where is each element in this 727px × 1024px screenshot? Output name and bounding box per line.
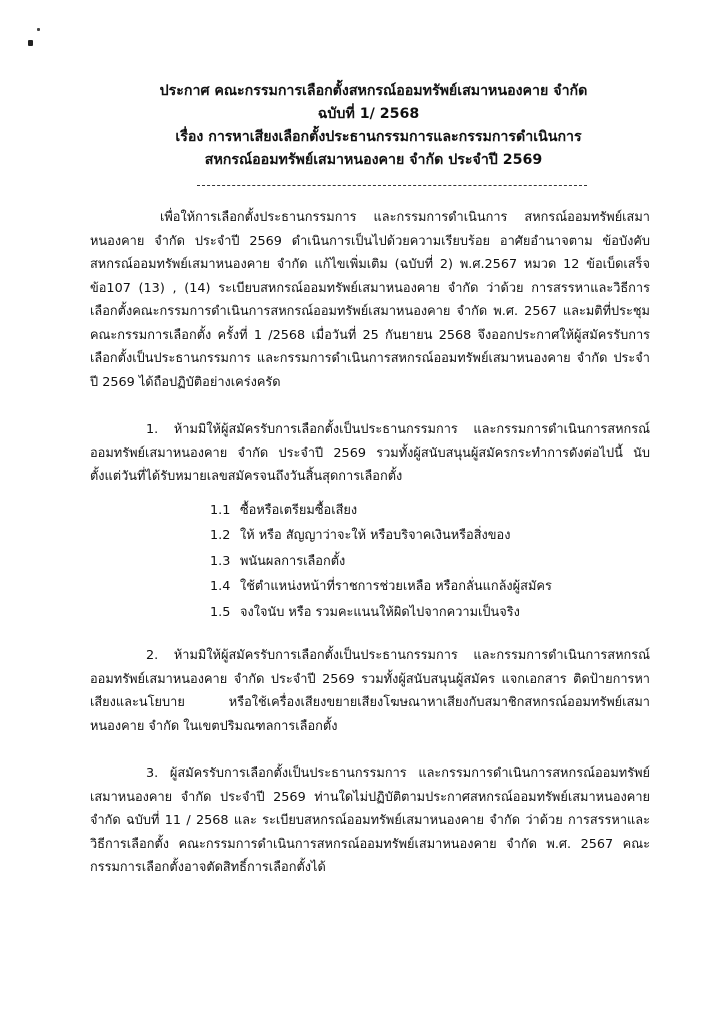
list-item: 1.1 ซื้อหรือเตรียมซื้อเสียง xyxy=(210,502,358,518)
announcement-subject: เรื่อง การหาเสียงเลือกตั้งประธานกรรมการและกรรมการดำเนินการ xyxy=(175,129,582,145)
announcement-header xyxy=(0,80,727,172)
list-item: 1.2 ให้ หรือ สัญญาว่าจะให้ หรือบริจาคเงินหรือสิ่งของ xyxy=(210,528,511,543)
announcement-title: ประกาศ คณะกรรมการเลือกตั้งสหกรณ์ออมทรัพย์เสมาหนองคาย จำกัด xyxy=(159,83,588,99)
item-2-paragraph xyxy=(90,644,650,738)
list-item: 1.3 พนันผลการเลือกตั้ง xyxy=(210,553,346,569)
announcement-body xyxy=(90,206,650,904)
item-1-text: 1. ห้ามมิให้ผู้สมัครรับการเลือกตั้งเป็นประธานกรรมการ และกรรมการดำเนินการสหกรณ์ออมทรัพย์เสมาหนองคาย จำกัด ประจำปี 2569 รวมทั้งผู้สนับสนุนผู้สมัครกระทำการดังต่อไปนี้ นับตั้งแต่วันที่ได้รับหมายเลขสมัครจนถึงวันสิ้นสุดการเลือกตั้ง xyxy=(90,422,650,484)
item-3-text: 3. ผู้สมัครรับการเลือกตั้งเป็นประธานกรรมการ และกรรมการดำเนินการสหกรณ์ออมทรัพย์เสมาหนองคาย จำกัด ประจำปี 2569 ท่านใดไม่ปฏิบัติตามประกาศสหกรณ์ออมทรัพย์เสมาหนองคาย จำกัด ฉบับที่ 11 / 2568 และ ระเบียบสหกรณ์ออมทรัพย์เสมาหนองคาย จำกัด ว่าด้วย การสรรหาและวิธีการเลือกตั้ง คณะกรรมการดำเนินการสหกรณ์ออมทรัพย์เสมาหนองคาย จำกัด พ.ศ. 2567 คณะกรรมการเลือกตั้งอาจตัดสิทธิ์การเลือกตั้งได้ xyxy=(90,766,650,875)
dashed-separator xyxy=(197,185,587,186)
intro-paragraph xyxy=(90,206,650,394)
scan-mark xyxy=(28,28,40,48)
item-2-text: 2. ห้ามมิให้ผู้สมัครรับการเลือกตั้งเป็นประธานกรรมการ และกรรมการดำเนินการสหกรณ์ออมทรัพย์เสมาหนองคาย จำกัด ประจำปี 2569 รวมทั้งผู้สนับสนุนผู้สมัคร แจกเอกสาร ติดป้ายการหาเสียงและนโยบาย หรือใช้เครื่องเสียงขยายเสียงโฆษณาหาเสียงกับสมาชิกสหกรณ์ออมทรัพย์เสมาหนองคาย จำกัด ในเขตปริมณฑลการเลือกตั้ง xyxy=(90,648,650,734)
item-1-paragraph xyxy=(90,418,650,489)
item-3-paragraph xyxy=(90,762,650,880)
intro-text: เพื่อให้การเลือกตั้งประธานกรรมการ และกรรมการดำเนินการ สหกรณ์ออมทรัพย์เสมาหนองคาย จำกัด ประจำปี 2569 ดำเนินการเป็นไปด้วยความเรียบร้อย อาศัยอำนาจตาม ข้อบังคับสหกรณ์ออมทรัพย์เสมาหนองคาย จำกัด แก้ไขเพิ่มเติม (ฉบับที่ 2) พ.ศ.2567 หมวด 12 ข้อเบ็ดเสร็จ ข้อ107 (13) , (14) ระเบียบสหกรณ์ออมทรัพย์เสมาหนองคาย จำกัด ว่าด้วย การสรรหาและวิธีการเลือกตั้งคณะกรรมการดำเนินการสหกรณ์ออมทรัพย์เสมาหนองคาย จำกัด พ.ศ. 2567 และมติที่ประชุมคณะกรรมการเลือกตั้ง ครั้งที่ 1 /2568 เมื่อวันที่ 25 กันยายน 2568 จึงออกประกาศให้ผู้สมัครรับการเลือกตั้งเป็นประธานกรรมการ และกรรมการดำเนินการสหกรณ์ออมทรัพย์เสมาหนองคาย จำกัด ประจำปี 2569 ได้ถือปฏิบัติอย่างเคร่งครัด xyxy=(90,210,650,390)
announcement-number: ฉบับที่ 1/ 2568 xyxy=(317,106,420,122)
list-item: 1.5 จงใจนับ หรือ รวมคะแนนให้ผิดไปจากความเป็นจริง xyxy=(210,604,520,620)
announcement-subject-cont: สหกรณ์ออมทรัพย์เสมาหนองคาย จำกัด ประจำปี 2569 xyxy=(204,152,543,168)
list-item: 1.4 ใช้ตำแหน่งหน้าที่ราชการช่วยเหลือ หรือกลั่นแกล้งผู้สมัคร xyxy=(210,579,552,594)
prohibited-acts-list xyxy=(210,499,650,625)
